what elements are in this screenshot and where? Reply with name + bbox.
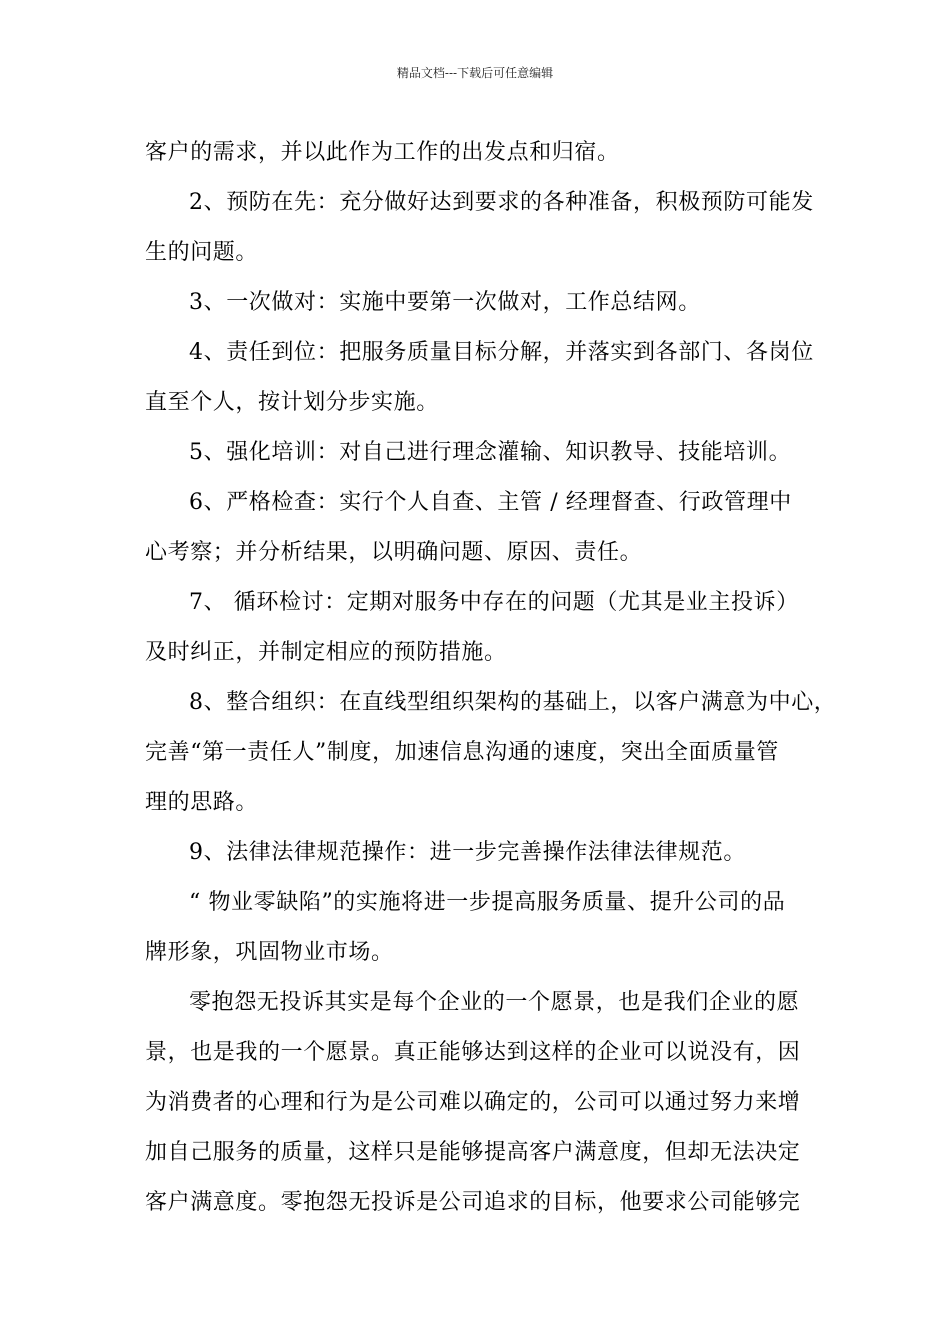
text-line: “ 物业零缺陷”的实施将进一步提高服务质量、提升公司的品	[189, 890, 786, 915]
text-line: 为消费者的心理和行为是公司难以确定的，公司可以通过努力来增	[145, 1090, 801, 1115]
text-line: 9、法律法律规范操作：进一步完善操作法律法律规范。	[189, 840, 746, 865]
text-line: 牌形象，巩固物业市场。	[145, 940, 394, 965]
text-line: 客户满意度。零抱怨无投诉是公司追求的目标，他要求公司能够完	[145, 1190, 801, 1215]
text-line: 5、强化培训：对自己进行理念灌输、知识教导、技能培训。	[189, 440, 792, 465]
text-line: 及时纠正，并制定相应的预防措施。	[145, 640, 507, 665]
text-line: 景，也是我的一个愿景。真正能够达到这样的企业可以说没有，因	[145, 1040, 801, 1065]
text-line: 直至个人，按计划分步实施。	[145, 390, 439, 415]
text-line: 加自己服务的质量，这样只是能够提高客户满意度，但却无法决定	[145, 1140, 801, 1165]
text-line: 生的问题。	[145, 240, 259, 265]
text-line: 7、 循环检讨：定期对服务中存在的问题（尤其是业主投诉）	[189, 590, 799, 615]
document-body	[145, 128, 837, 1228]
text-line: 3、一次做对：实施中要第一次做对，工作总结网。	[189, 290, 701, 315]
text-line: 8、整合组织：在直线型组织架构的基础上，以客户满意为中心，	[189, 690, 837, 715]
text-line: 2、预防在先：充分做好达到要求的各种准备，积极预防可能发	[189, 190, 814, 215]
text-line: 6、严格检查：实行个人自查、主管 / 经理督查、行政管理中	[189, 490, 792, 515]
text-line: 心考察；并分析结果，以明确问题、原因、责任。	[145, 540, 643, 565]
page-header: 精品文档---下载后可任意编辑	[396, 66, 554, 80]
text-line: 完善“第一责任人”制度，加速信息沟通的速度，突出全面质量管	[145, 740, 779, 765]
text-line: 零抱怨无投诉其实是每个企业的一个愿景，也是我们企业的愿	[189, 990, 800, 1015]
text-line: 理的思路。	[145, 790, 259, 815]
text-line: 客户的需求，并以此作为工作的出发点和归宿。	[145, 140, 620, 165]
text-line: 4、责任到位：把服务质量目标分解，并落实到各部门、各岗位	[189, 340, 814, 365]
